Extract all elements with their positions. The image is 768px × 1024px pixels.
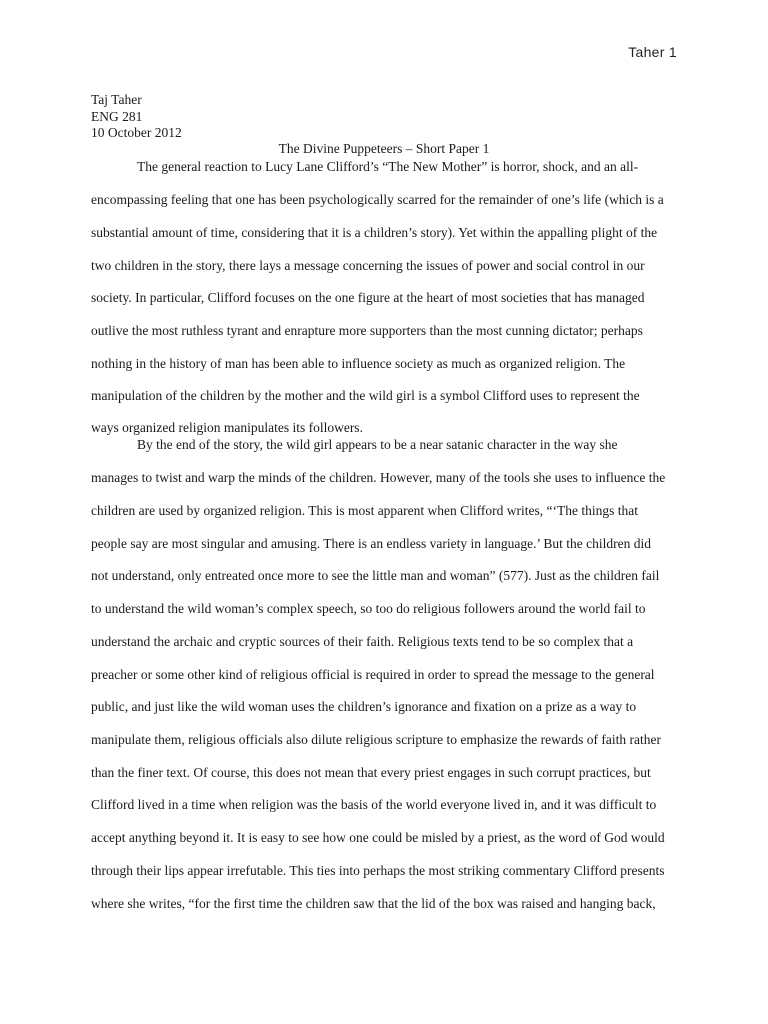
body-line: society. In particular, Clifford focuses on the one figure at the heart of most societies that has managed <box>91 290 645 305</box>
body-line: manipulation of the children by the mother and the wild girl is a symbol Clifford uses to represent the <box>91 388 640 403</box>
paper-title: The Divine Puppeteers – Short Paper 1 <box>278 141 490 156</box>
body-line: understand the archaic and cryptic sources of their faith. Religious texts tend to be so complex that a <box>91 634 634 649</box>
paper-date: 10 October 2012 <box>91 125 182 140</box>
body-line: By the end of the story, the wild girl appears to be a near satanic character in the way she <box>137 437 618 452</box>
body-line: accept anything beyond it. It is easy to see how one could be misled by a priest, as the word of God would <box>91 830 665 845</box>
body-line: substantial amount of time, considering that it is a children’s story). Yet within the appalling plight of the <box>91 225 658 240</box>
body-line: outlive the most ruthless tyrant and enrapture more supporters than the most cunning dictator; perhaps <box>91 323 643 338</box>
body-line: preacher or some other kind of religious official is required in order to spread the message to the general <box>91 667 655 682</box>
body-line: The general reaction to Lucy Lane Clifford’s “The New Mother” is horror, shock, and an all- <box>137 159 639 174</box>
body-line: two children in the story, there lays a message concerning the issues of power and social control in our <box>91 258 645 273</box>
body-line: people say are most singular and amusing. There is an endless variety in language.’ But the children did <box>91 536 651 551</box>
body-line: to understand the wild woman’s complex speech, so too do religious followers around the world fail to <box>91 601 646 616</box>
body-line: than the finer text. Of course, this does not mean that every priest engages in such corrupt practices, but <box>91 765 651 780</box>
body-line: nothing in the history of man has been able to influence society as much as organized religion. The <box>91 356 626 371</box>
body-line: manipulate them, religious officials also dilute religious scripture to emphasize the rewards of faith rather <box>91 732 661 747</box>
body-line: where she writes, “for the first time the children saw that the lid of the box was raised and hanging back, <box>91 896 656 911</box>
body-line: through their lips appear irrefutable. This ties into perhaps the most striking commentary Clifford presents <box>91 863 665 878</box>
course-code: ENG 281 <box>91 108 143 124</box>
body-line: ways organized religion manipulates its followers. <box>91 420 363 435</box>
body-line: public, and just like the wild woman uses the children’s ignorance and fixation on a prize as a way to <box>91 699 637 714</box>
body-line: not understand, only entreated once more to see the little man and woman” (577). Just as the children fail <box>91 568 660 583</box>
body-line: manages to twist and warp the minds of the children. However, many of the tools she uses to influence the <box>91 470 666 485</box>
author-name: Taj Taher <box>91 92 142 107</box>
body-line: encompassing feeling that one has been psychologically scarred for the remainder of one’s life (which is a <box>91 192 664 207</box>
heading-block <box>91 92 182 142</box>
running-header: Taher 1 <box>628 44 677 60</box>
body-line: children are used by organized religion. This is most apparent when Clifford writes, “‘The things that <box>91 503 638 518</box>
body-line: Clifford lived in a time when religion was the basis of the world everyone lived in, and it was difficult to <box>91 797 657 812</box>
